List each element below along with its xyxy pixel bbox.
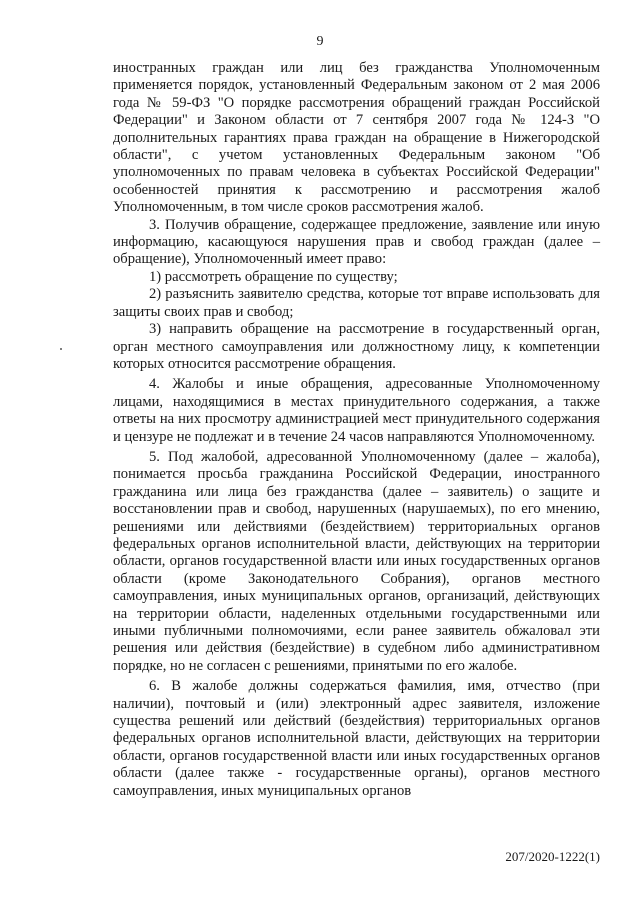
paragraph-subitem-1: 1) рассмотреть обращение по существу; xyxy=(149,268,398,285)
paragraph-continuation: иностранных граждан или лиц без гражданства Уполномоченным применяется порядок, установленный Федеральным законом от 2 мая 2006 года № 59-ФЗ "О порядке рассмотрения обращений граждан Российской Федерации" и Законом области от 7 сентября 2007 года № 124-З "О дополнительных гарантиях права граждан на обращение в Нижегородской области", с учетом установленных Федеральным законом "Об уполномоченных по правам человека в субъектах Российской Федерации" особенностей принятия к рассмотрению и рассмотрения жалоб Уполномоченным, в том числе сроков рассмотрения жалоб. xyxy=(113,60,600,216)
paragraph-item-5: 5. Под жалобой, адресованной Уполномоченному (далее – жалоба), понимается просьба гражданина Российской Федерации, иностранного гражданина или лица без гражданства (далее – заявитель) о защите и восстановлении прав и свобод, нарушенных (нарушаемых), по его мнению, решениями или действиями (бездействием) территориальных органов федеральных органов исполнительной власти, действующих на территории области, органов государственной власти или иных государственных органов области (кроме Законодательного Собрания), органов местного самоуправления, иных муниципальных органов, организаций, действующих на территории области, наделенных отдельными государственными или иными публичными полномочиями, если ранее заявитель обжаловал эти решения или действия (бездействие) в судебном либо административном порядке, но не согласен с решениями, принятыми по его жалобе. xyxy=(113,448,600,674)
paragraph-item-3: 3. Получив обращение, содержащее предложение, заявление или иную информацию, касающуюся нарушения прав и свобод граждан (далее – обращение), Уполномоченный имеет право: xyxy=(113,216,600,268)
paragraph-item-4: 4. Жалобы и иные обращения, адресованные Уполномоченному лицами, находящимися в местах принудительного содержания, а также ответы на них просмотру администрацией мест принудительного содержания и цензуре не подлежат и в течение 24 часов направляются Уполномоченному. xyxy=(113,376,600,445)
paragraph-item-6: 6. В жалобе должны содержаться фамилия, имя, отчество (при наличии), почтовый и (или) электронный адрес заявителя, изложение существа решений или действий (бездействия) территориальных органов федеральных органов исполнительной власти, действующих на территории области, органов государственной власти или иных государственных органов области (далее также - государственные органы), органов местного самоуправления, иных муниципальных органов xyxy=(113,678,600,799)
paragraph-subitem-2: 2) разъяснить заявителю средства, которые тот вправе использовать для защиты своих прав и свобод; xyxy=(113,286,600,320)
paragraph-subitem-3: 3) направить обращение на рассмотрение в государственный орган, орган местного самоуправления или должностному лицу, к компетенции которых относится рассмотрение обращения. xyxy=(113,321,600,372)
page-number: 9 xyxy=(316,34,324,49)
document-body xyxy=(113,60,600,800)
scan-speck xyxy=(60,348,62,350)
document-code: 207/2020-1222(1) xyxy=(505,849,600,864)
